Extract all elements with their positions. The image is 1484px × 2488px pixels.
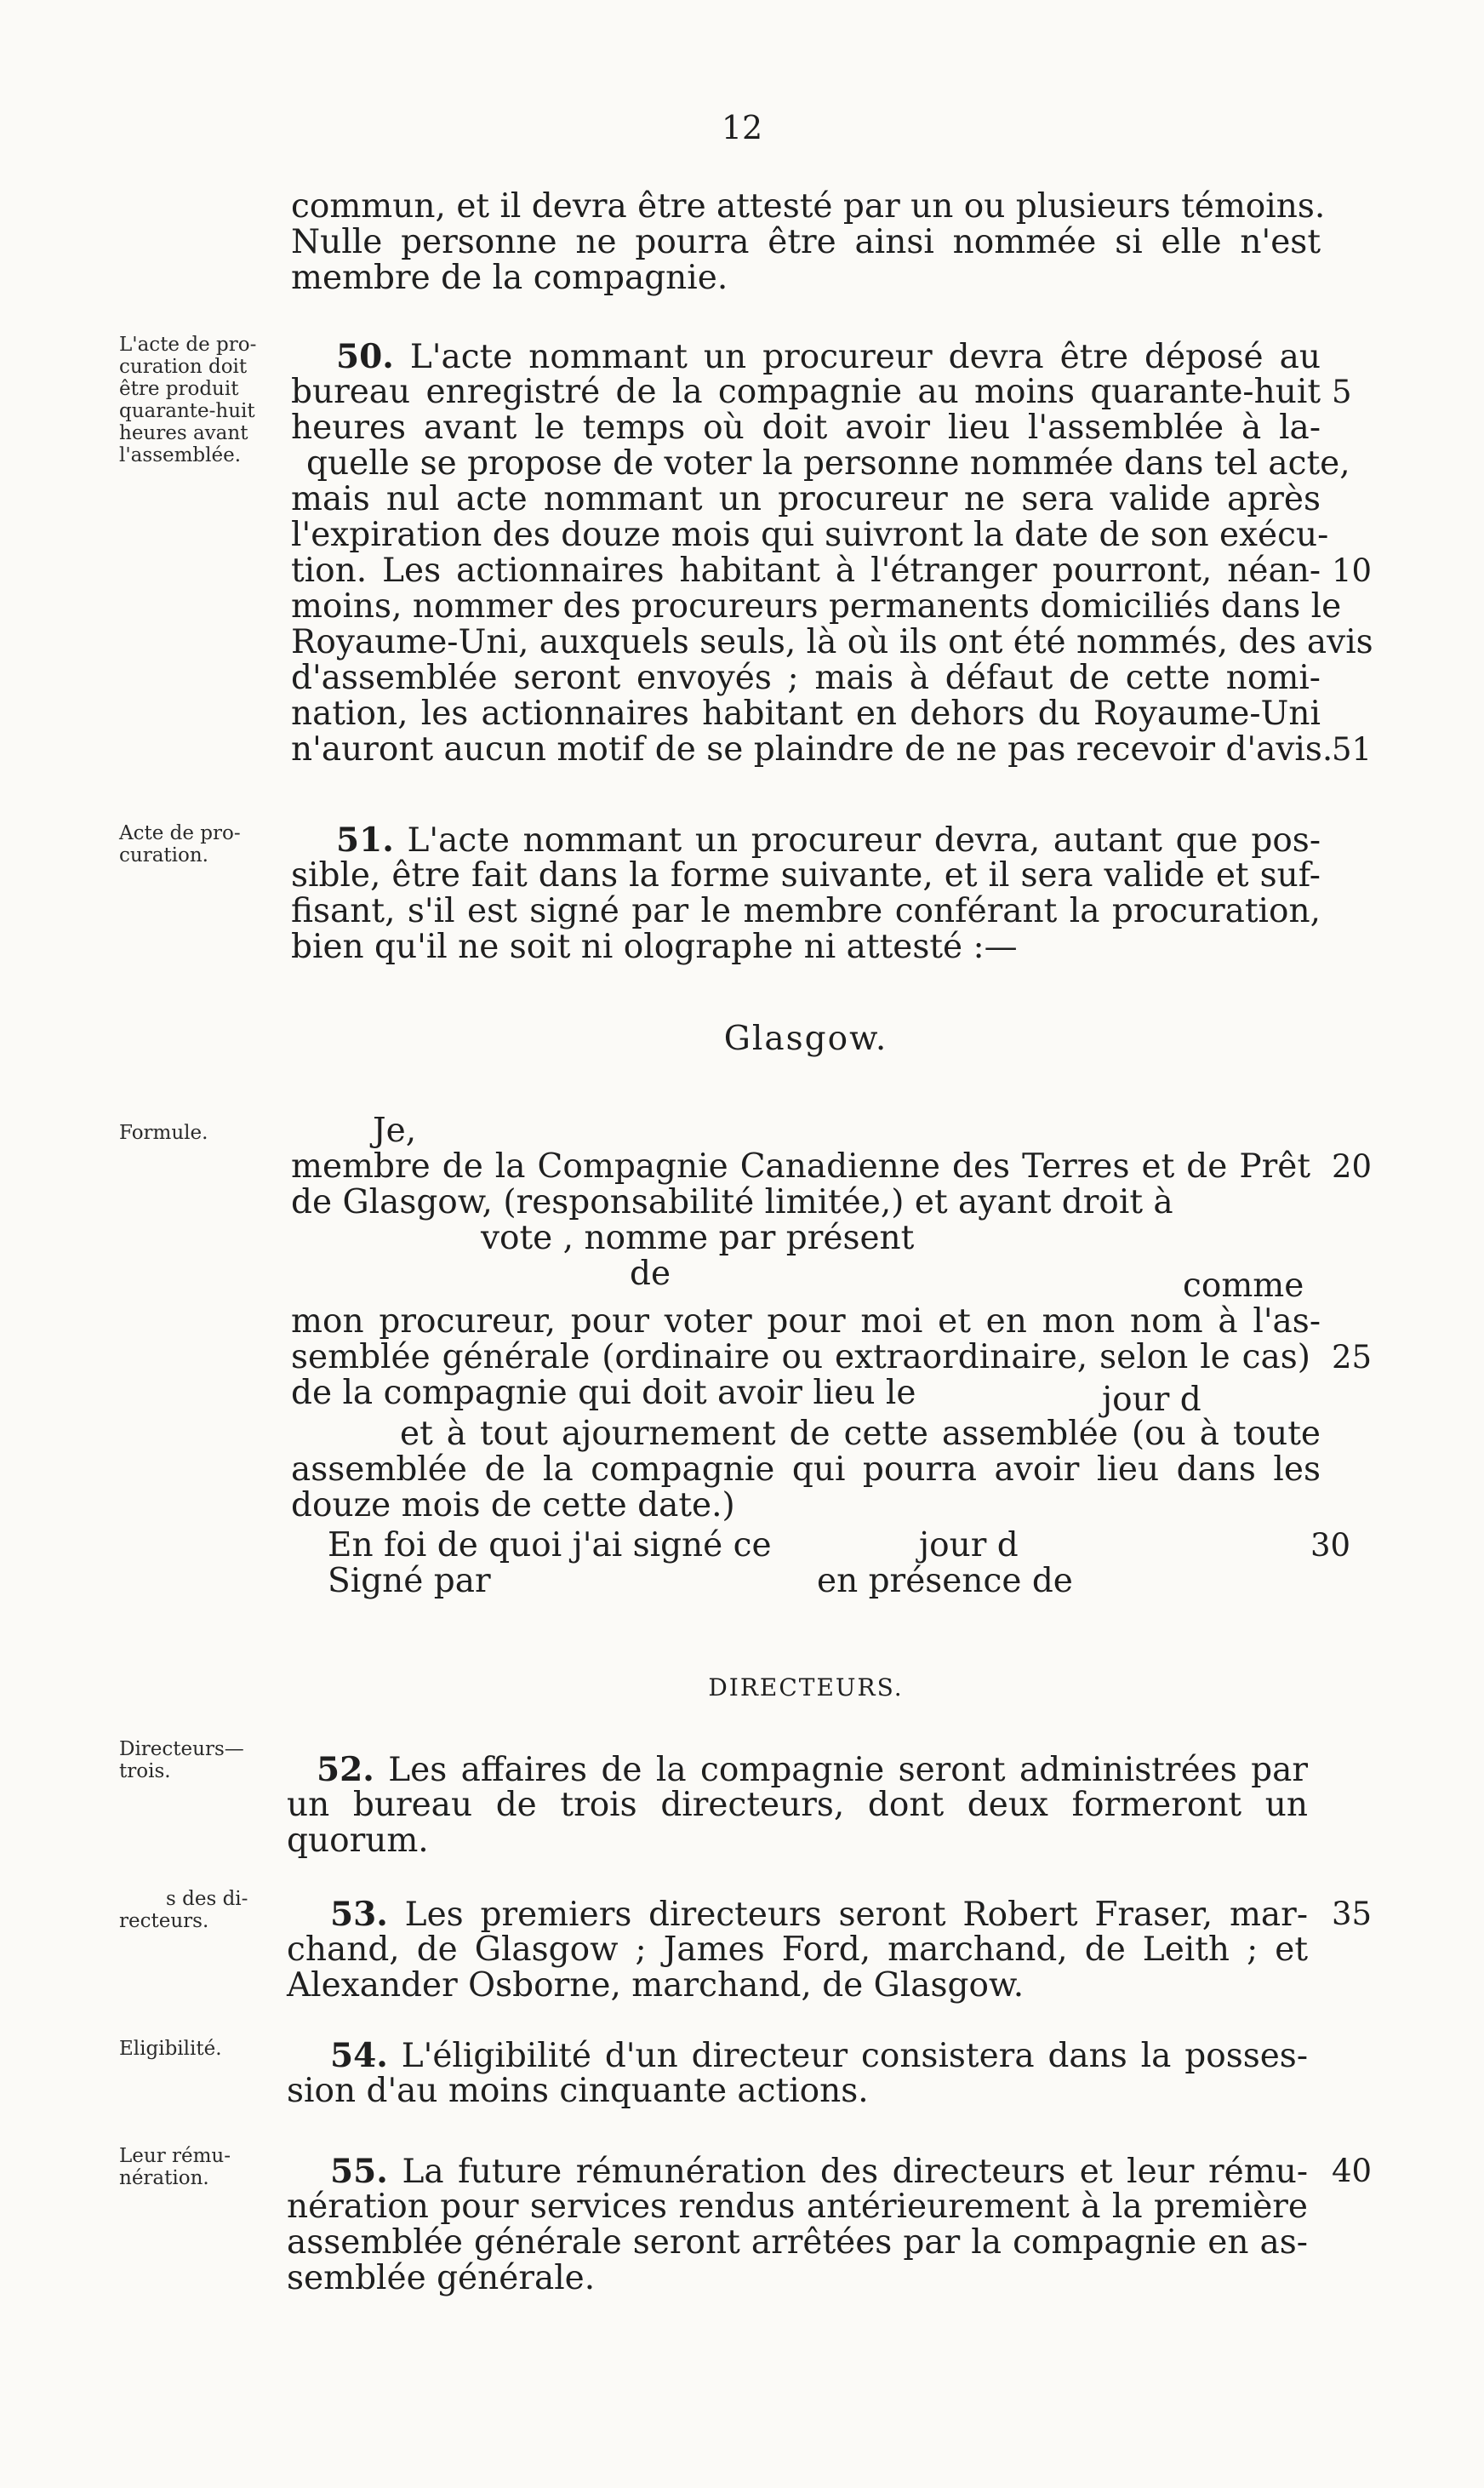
text-line: membre de la compagnie. [291, 259, 728, 297]
line-number: 10 [1332, 552, 1373, 589]
text-line: l'expiration des douze mois qui suivront la date de son exécu- [291, 516, 1329, 554]
form-text: en présence de [817, 1562, 1073, 1600]
form-text: Je, [373, 1112, 417, 1150]
article-first-line: 53. Les premiers directeurs seront Robert Fraser, mar- [330, 1895, 1308, 1934]
margin-note-art54: Eligibilité. [119, 2038, 222, 2060]
line-number: 30 [1310, 1527, 1351, 1564]
text-line: quorum. [287, 1822, 429, 1860]
article-first-line: 51. L'acte nommant un procureur devra, autant que pos- [336, 821, 1321, 860]
text-line: sion d'au moins cinquante actions. [287, 2072, 869, 2110]
text-line: assemblée de la compagnie qui pourra avoir lieu dans les [291, 1450, 1321, 1489]
margin-note-art52: Directeurs— trois. [119, 1738, 244, 1782]
article-first-line: 50. L'acte nommant un procureur devra être déposé au [336, 337, 1321, 376]
text-line: semblée générale (ordinaire ou extraordinaire, selon le cas) [291, 1338, 1310, 1376]
text-line: sible, être fait dans la forme suivante, et il sera valide et suf- [291, 856, 1321, 895]
text-line: et à tout ajournement de cette assemblée (ou à toute [400, 1415, 1321, 1453]
section-heading: DIRECTEURS. [708, 1673, 904, 1702]
margin-note-formule: Formule. [119, 1122, 208, 1144]
text-line: bureau enregistré de la compagnie au moins quarante-huit [291, 373, 1321, 411]
article-first-line: 54. L'éligibilité d'un directeur consistera dans la posses- [330, 2036, 1308, 2075]
text-line: mon procureur, pour voter pour moi et en mon nom à l'as- [291, 1302, 1321, 1341]
text-line: d'assemblée seront envoyés ; mais à défaut de cette nomi- [291, 659, 1321, 697]
text-line: Nulle personne ne pourra être ainsi nommée si elle n'est [291, 223, 1321, 261]
text-line: Royaume-Uni, auxquels seuls, là où ils ont été nommés, des avis [291, 623, 1373, 661]
text-line: bien qu'il ne soit ni olographe ni attesté :— [291, 928, 1018, 966]
article-number: 53. [330, 1895, 388, 1934]
line-number: 51 [1332, 731, 1373, 768]
form-text: de [630, 1255, 671, 1293]
text-line: mais nul acte nommant un procureur ne sera valide après [291, 480, 1321, 518]
text-line: Alexander Osborne, marchand, de Glasgow. [287, 1966, 1025, 2005]
article-number: 52. [317, 1750, 374, 1789]
text-line: quelle se propose de voter la personne nommée dans tel acte, [306, 444, 1350, 483]
article-number: 50. [336, 337, 394, 376]
article-first-line: 52. Les affaires de la compagnie seront administrées par [317, 1750, 1308, 1789]
margin-note-art50: L'acte de pro- curation doit être produit quarante-huit heures avant l'assemblée. [119, 334, 257, 466]
margin-note-art51: Acte de pro- curation. [119, 822, 241, 867]
text-line: moins, nommer des procureurs permanents domiciliés dans le [291, 587, 1342, 626]
article-number: 55. [330, 2152, 388, 2191]
text-line: fisant, s'il est signé par le membre conférant la procuration, [291, 892, 1321, 930]
article-number: 54. [330, 2036, 388, 2075]
text-line: nation, les actionnaires habitant en dehors du Royaume-Uni [291, 695, 1321, 733]
text-line: En foi de quoi j'ai signé ce [328, 1526, 772, 1564]
text-line: n'auront aucun motif de se plaindre de ne pas recevoir d'avis. [291, 730, 1333, 769]
form-text: comme [1183, 1267, 1304, 1305]
form-text: jour d [1102, 1381, 1201, 1419]
text-line: assemblée générale seront arrêtées par la compagnie en as- [287, 2223, 1308, 2262]
line-number: 20 [1332, 1148, 1373, 1185]
line-number: 40 [1332, 2153, 1373, 2189]
text-line: semblée générale. [287, 2259, 596, 2297]
text-line: heures avant le temps où doit avoir lieu l'assemblée à la- [291, 409, 1321, 447]
article-first-line: 55. La future rémunération des directeurs et leur rému- [330, 2152, 1308, 2191]
text-line: nération pour services rendus antérieurement à la première [287, 2188, 1308, 2226]
line-number: 5 [1332, 374, 1352, 410]
text-line: Signé par [328, 1562, 491, 1600]
line-number: 25 [1332, 1339, 1373, 1376]
page-number: 12 [721, 109, 763, 146]
text-line: vote , nomme par présent [481, 1219, 915, 1257]
text-line: de Glasgow, (responsabilité limitée,) et ayant droit à [291, 1183, 1173, 1221]
text-line: un bureau de trois directeurs, dont deux formeront un [287, 1786, 1308, 1824]
article-number: 51. [336, 821, 394, 860]
section-heading: Glasgow. [723, 1020, 888, 1058]
form-text: jour d [919, 1526, 1019, 1564]
margin-note-art53: s des di- recteurs. [119, 1888, 248, 1932]
text-line: tion. Les actionnaires habitant à l'étranger pourront, néan- [291, 552, 1321, 590]
text-line: chand, de Glasgow ; James Ford, marchand, de Leith ; et [287, 1930, 1308, 1969]
margin-note-art55: Leur rému- nération. [119, 2145, 231, 2189]
text-line: membre de la Compagnie Canadienne des Terres et de Prêt [291, 1147, 1310, 1186]
text-line: douze mois de cette date.) [291, 1486, 735, 1524]
text-line: de la compagnie qui doit avoir lieu le [291, 1374, 916, 1412]
line-number: 35 [1332, 1896, 1373, 1932]
text-line: commun, et il devra être attesté par un ou plusieurs témoins. [291, 187, 1326, 226]
